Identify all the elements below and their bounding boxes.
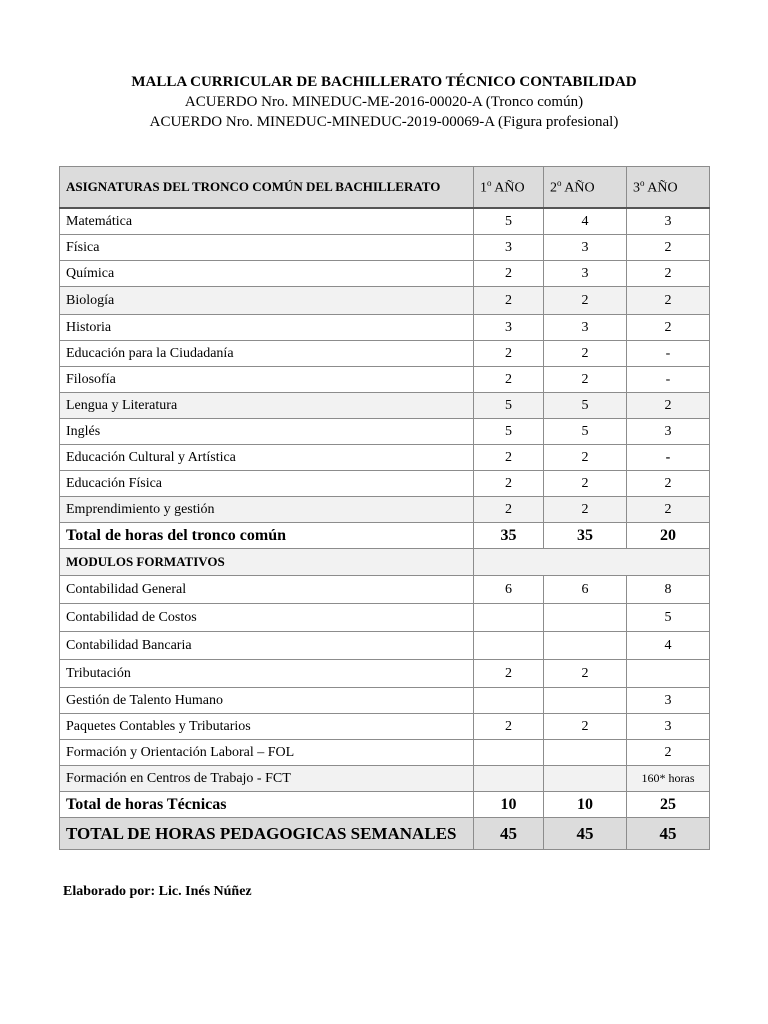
table-row xyxy=(60,740,710,766)
modulos-header-row xyxy=(60,549,710,576)
year2-cell: 6 xyxy=(544,576,627,604)
table-row xyxy=(60,419,710,445)
table-row xyxy=(60,604,710,632)
year2-cell xyxy=(544,740,627,766)
total-tecnicas-label: Total de horas Técnicas xyxy=(60,792,474,818)
year2-cell: 2 xyxy=(544,714,627,740)
header-subjects: ASIGNATURAS DEL TRONCO COMÚN DEL BACHILLERATO xyxy=(60,167,474,209)
total-tronco-year3: 20 xyxy=(627,523,710,549)
table-row xyxy=(60,208,710,235)
year3-cell: 2 xyxy=(627,235,710,261)
year3-cell: 3 xyxy=(627,208,710,235)
year1-cell: 2 xyxy=(474,660,544,688)
year3-cell: 4 xyxy=(627,632,710,660)
table-row xyxy=(60,261,710,287)
author-credit: Elaborado por: Lic. Inés Núñez xyxy=(63,884,252,899)
table-row xyxy=(60,471,710,497)
subject-cell: Filosofía xyxy=(60,367,474,393)
table-row xyxy=(60,287,710,315)
header-year-2: 2$^o$ AÑO xyxy=(544,167,627,209)
year1-cell: 3 xyxy=(474,235,544,261)
header-year-3: 3$^o$ AÑO xyxy=(627,167,710,209)
modulos-empty-cell xyxy=(474,549,710,576)
table-row xyxy=(60,235,710,261)
table-row xyxy=(60,632,710,660)
year1-cell: 2 xyxy=(474,261,544,287)
subject-cell: Inglés xyxy=(60,419,474,445)
year2-cell: 3 xyxy=(544,315,627,341)
year3-cell: 160* horas xyxy=(627,766,710,792)
year3-cell: 2 xyxy=(627,740,710,766)
total-tecnicas-year2: 10 xyxy=(544,792,627,818)
total-tronco-row xyxy=(60,523,710,549)
year1-cell: 5 xyxy=(474,208,544,235)
subject-cell: Tributación xyxy=(60,660,474,688)
subject-cell: Paquetes Contables y Tributarios xyxy=(60,714,474,740)
total-tronco-year1: 35 xyxy=(474,523,544,549)
curriculum-table xyxy=(59,166,710,850)
year2-cell: 2 xyxy=(544,445,627,471)
year3-cell: - xyxy=(627,367,710,393)
subject-cell: Matemática xyxy=(60,208,474,235)
year3-cell: 2 xyxy=(627,471,710,497)
year2-cell: 2 xyxy=(544,497,627,523)
year1-cell: 3 xyxy=(474,315,544,341)
acuerdo-figura: ACUERDO Nro. MINEDUC-MINEDUC-2019-00069-A (Figura profesional) xyxy=(149,114,619,130)
year2-cell: 2 xyxy=(544,287,627,315)
year2-cell: 5 xyxy=(544,419,627,445)
year2-cell xyxy=(544,688,627,714)
total-tecnicas-year1: 10 xyxy=(474,792,544,818)
subject-cell: Historia xyxy=(60,315,474,341)
total-semanal-year2: 45 xyxy=(544,818,627,850)
year1-cell: 2 xyxy=(474,341,544,367)
total-semanal-year3: 45 xyxy=(627,818,710,850)
subject-cell: Educación Física xyxy=(60,471,474,497)
modulos-label: MODULOS FORMATIVOS xyxy=(60,549,474,576)
total-semanal-label: TOTAL DE HORAS PEDAGOGICAS SEMANALES xyxy=(60,818,474,850)
table-row xyxy=(60,315,710,341)
header-year-1: 1$^o$ AÑO xyxy=(474,167,544,209)
year1-cell: 6 xyxy=(474,576,544,604)
subject-cell: Contabilidad de Costos xyxy=(60,604,474,632)
subject-cell: Educación para la Ciudadanía xyxy=(60,341,474,367)
table-row xyxy=(60,660,710,688)
table-row xyxy=(60,445,710,471)
table-row xyxy=(60,497,710,523)
year1-cell: 2 xyxy=(474,287,544,315)
year3-cell: 3 xyxy=(627,419,710,445)
total-tecnicas-year3: 25 xyxy=(627,792,710,818)
subject-cell: Contabilidad Bancaria xyxy=(60,632,474,660)
total-tecnicas-row xyxy=(60,792,710,818)
year2-cell: 2 xyxy=(544,341,627,367)
year1-cell: 2 xyxy=(474,714,544,740)
year3-cell: 2 xyxy=(627,287,710,315)
year1-cell: 2 xyxy=(474,471,544,497)
subject-cell: Contabilidad General xyxy=(60,576,474,604)
year2-cell: 2 xyxy=(544,660,627,688)
total-semanal-row xyxy=(60,818,710,850)
year3-cell: 2 xyxy=(627,315,710,341)
subject-cell: Química xyxy=(60,261,474,287)
document-header xyxy=(0,72,768,132)
year1-cell: 5 xyxy=(474,393,544,419)
subject-cell: Formación en Centros de Trabajo - FCT xyxy=(60,766,474,792)
year1-cell: 2 xyxy=(474,497,544,523)
year2-cell xyxy=(544,632,627,660)
year2-cell xyxy=(544,604,627,632)
total-tronco-label: Total de horas del tronco común xyxy=(60,523,474,549)
year1-cell xyxy=(474,632,544,660)
year1-cell: 2 xyxy=(474,445,544,471)
table-row xyxy=(60,714,710,740)
document-title: MALLA CURRICULAR DE BACHILLERATO TÉCNICO CONTABILIDAD xyxy=(131,74,637,90)
year2-cell: 5 xyxy=(544,393,627,419)
year3-cell: 8 xyxy=(627,576,710,604)
year3-cell: 2 xyxy=(627,497,710,523)
year3-cell: 3 xyxy=(627,688,710,714)
year1-cell xyxy=(474,740,544,766)
year2-cell: 3 xyxy=(544,261,627,287)
year2-cell: 3 xyxy=(544,235,627,261)
year3-cell: - xyxy=(627,445,710,471)
table-row xyxy=(60,766,710,792)
acuerdo-tronco: ACUERDO Nro. MINEDUC-ME-2016-00020-A (Tronco común) xyxy=(184,94,584,110)
year3-cell xyxy=(627,660,710,688)
year2-cell xyxy=(544,766,627,792)
year2-cell: 2 xyxy=(544,367,627,393)
subject-cell: Física xyxy=(60,235,474,261)
year1-cell xyxy=(474,604,544,632)
year1-cell xyxy=(474,766,544,792)
subject-cell: Gestión de Talento Humano xyxy=(60,688,474,714)
subject-cell: Educación Cultural y Artística xyxy=(60,445,474,471)
table-header-row xyxy=(60,167,710,209)
year3-cell: 3 xyxy=(627,714,710,740)
year3-cell: - xyxy=(627,341,710,367)
subject-cell: Biología xyxy=(60,287,474,315)
year2-cell: 4 xyxy=(544,208,627,235)
subject-cell: Formación y Orientación Laboral – FOL xyxy=(60,740,474,766)
table-row xyxy=(60,576,710,604)
total-tronco-year2: 35 xyxy=(544,523,627,549)
table-row xyxy=(60,367,710,393)
subject-cell: Lengua y Literatura xyxy=(60,393,474,419)
table-row xyxy=(60,393,710,419)
year1-cell: 5 xyxy=(474,419,544,445)
year3-cell: 2 xyxy=(627,393,710,419)
year3-cell: 5 xyxy=(627,604,710,632)
year1-cell: 2 xyxy=(474,367,544,393)
table-row xyxy=(60,688,710,714)
table-row xyxy=(60,341,710,367)
year1-cell xyxy=(474,688,544,714)
year2-cell: 2 xyxy=(544,471,627,497)
year3-cell: 2 xyxy=(627,261,710,287)
subject-cell: Emprendimiento y gestión xyxy=(60,497,474,523)
total-semanal-year1: 45 xyxy=(474,818,544,850)
